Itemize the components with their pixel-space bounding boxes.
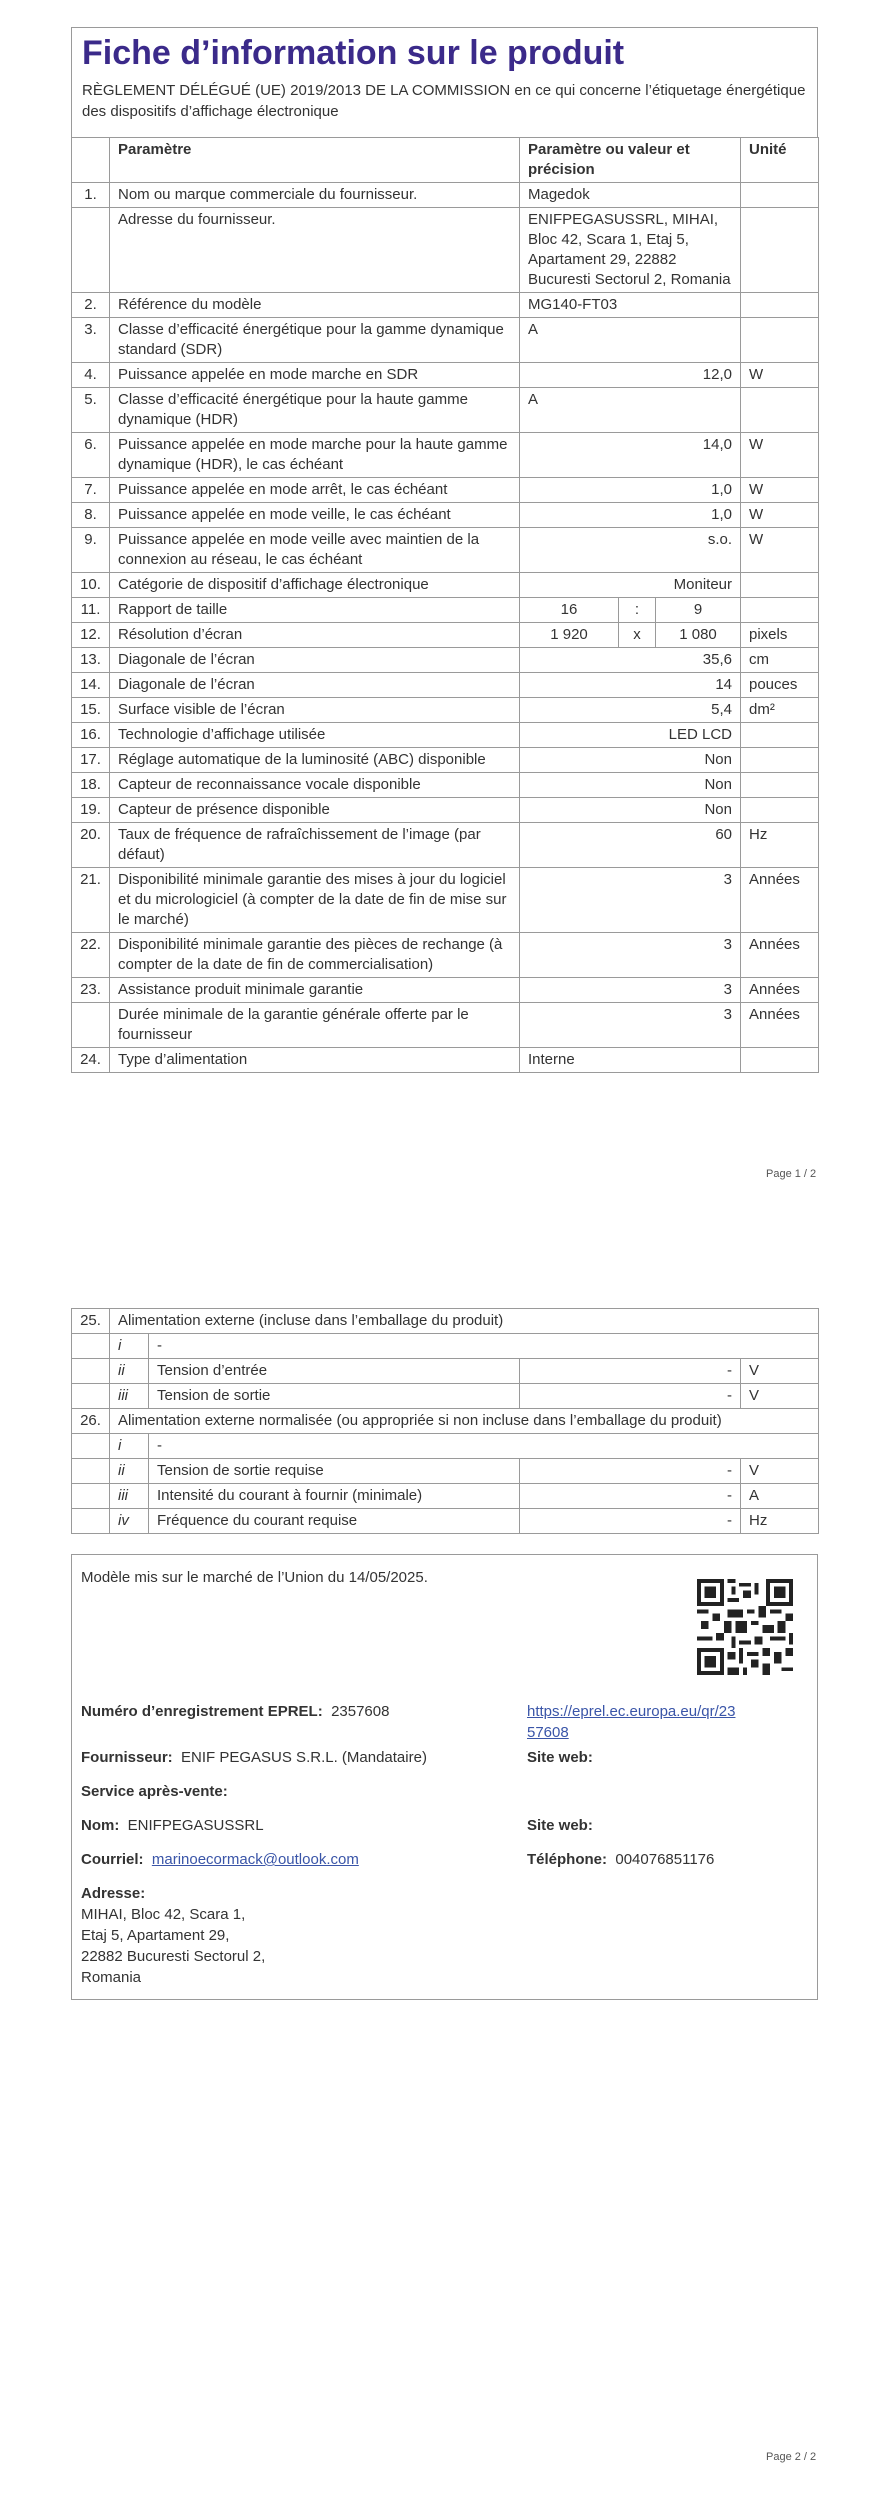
- row-param: Type d’alimentation: [110, 1048, 520, 1073]
- table-row: [72, 623, 819, 648]
- sub-index: ii: [110, 1359, 149, 1384]
- row-value-right: 9: [693, 601, 703, 618]
- row-param: Capteur de présence disponible: [110, 798, 520, 823]
- name-row: [81, 1815, 264, 1836]
- sub-param: Tension de sortie: [149, 1384, 520, 1409]
- row-index: 1.: [72, 183, 110, 208]
- row-unit: [741, 1048, 819, 1073]
- row-unit: [741, 183, 819, 208]
- row-value: Non: [520, 748, 741, 773]
- row-unit: W: [741, 433, 819, 478]
- row-value: 14: [520, 673, 741, 698]
- address-block: [81, 1904, 265, 1988]
- row-unit: [741, 748, 819, 773]
- supplier-info-box: [71, 1554, 818, 2000]
- row-unit: pouces: [741, 673, 819, 698]
- section-row: [72, 1409, 819, 1434]
- eprel-link-line1[interactable]: https://eprel.ec.europa.eu/qr/23: [527, 1703, 736, 1720]
- row-index: 3.: [72, 318, 110, 363]
- table-row: [72, 1048, 819, 1073]
- row-param: Assistance produit minimale garantie: [110, 978, 520, 1003]
- sub-unit: A: [741, 1484, 819, 1509]
- header-unit: Unité: [741, 138, 819, 183]
- row-param: Disponibilité minimale garantie des pièces de rechange (à compter de la date de fin de commercialisation): [110, 933, 520, 978]
- row-value: [520, 598, 741, 623]
- sub-index: i: [110, 1334, 149, 1359]
- phone-value: 004076851176: [615, 1851, 715, 1868]
- table-row: [72, 598, 819, 623]
- row-value: Magedok: [520, 183, 741, 208]
- phone-label: Téléphone:: [527, 1851, 608, 1868]
- row-param: Disponibilité minimale garantie des mises à jour du logiciel et du micrologiciel (à compter de la date de fin de mise sur le marché): [110, 868, 520, 933]
- eprel-value: 2357608: [331, 1703, 390, 1720]
- row-unit: [741, 773, 819, 798]
- eprel-row: [81, 1701, 389, 1722]
- row-value: MG140-FT03: [520, 293, 741, 318]
- table-row: [72, 823, 819, 868]
- sub-row: [72, 1484, 819, 1509]
- table-header-row: [72, 138, 819, 183]
- row-index: 2.: [72, 293, 110, 318]
- row-value: 12,0: [520, 363, 741, 388]
- row-param: Nom ou marque commerciale du fournisseur.: [110, 183, 520, 208]
- row-param: Taux de fréquence de rafraîchissement de l’image (par défaut): [110, 823, 520, 868]
- sub-param: Fréquence du courant requise: [149, 1509, 520, 1534]
- sub-blank: [72, 1484, 110, 1509]
- row-index: 12.: [72, 623, 110, 648]
- table-row: [72, 388, 819, 433]
- sub-blank: [72, 1334, 110, 1359]
- row-index: 8.: [72, 503, 110, 528]
- row-value: 1,0: [520, 478, 741, 503]
- row-index: 11.: [72, 598, 110, 623]
- row-unit: [741, 293, 819, 318]
- row-unit: [741, 598, 819, 623]
- row-index: 5.: [72, 388, 110, 433]
- row-param: Résolution d’écran: [110, 623, 520, 648]
- sub-value: -: [520, 1459, 741, 1484]
- table-row: [72, 208, 819, 293]
- sub-index: iii: [110, 1384, 149, 1409]
- row-index: 21.: [72, 868, 110, 933]
- sub-blank: [72, 1459, 110, 1484]
- row-param: Adresse du fournisseur.: [110, 208, 520, 293]
- row-param: Durée minimale de la garantie générale offerte par le fournisseur: [110, 1003, 520, 1048]
- row-param: Rapport de taille: [110, 598, 520, 623]
- row-param: Puissance appelée en mode marche pour la haute gamme dynamique (HDR), le cas échéant: [110, 433, 520, 478]
- row-unit: W: [741, 503, 819, 528]
- mail-label: Courriel:: [81, 1851, 144, 1868]
- row-value-separator: x: [619, 623, 656, 647]
- eprel-link-line2[interactable]: 57608: [527, 1724, 569, 1741]
- sub-row: [72, 1384, 819, 1409]
- row-value: ENIFPEGASUSSRL, MIHAI, Bloc 42, Scara 1, Etaj 5, Apartament 29, 22882 Bucuresti Sectorul 2, Romania: [520, 208, 741, 293]
- row-param: Réglage automatique de la luminosité (ABC) disponible: [110, 748, 520, 773]
- row-index: 6.: [72, 433, 110, 478]
- row-index: 4.: [72, 363, 110, 388]
- row-param: Puissance appelée en mode arrêt, le cas échéant: [110, 478, 520, 503]
- row-index: 10.: [72, 573, 110, 598]
- sub-row: [72, 1509, 819, 1534]
- row-value: Non: [520, 798, 741, 823]
- row-value: 1,0: [520, 503, 741, 528]
- header-value: Paramètre ou valeur et précision: [520, 138, 741, 183]
- row-unit: W: [741, 528, 819, 573]
- table-row: [72, 478, 819, 503]
- row-param: Classe d’efficacité énergétique pour la gamme dynamique standard (SDR): [110, 318, 520, 363]
- header-param: Paramètre: [110, 138, 520, 183]
- mail-link[interactable]: marinoecormack@outlook.com: [151, 1851, 359, 1868]
- table-row: [72, 1003, 819, 1048]
- row-unit: [741, 573, 819, 598]
- row-param: Diagonale de l’écran: [110, 648, 520, 673]
- row-index: 15.: [72, 698, 110, 723]
- row-param: Puissance appelée en mode veille avec maintien de la connexion au réseau, le cas échéant: [110, 528, 520, 573]
- sub-row: [72, 1334, 819, 1359]
- row-value: Moniteur: [520, 573, 741, 598]
- row-unit: cm: [741, 648, 819, 673]
- page-title: Fiche d’information sur le produit: [82, 34, 625, 72]
- sub-row: [72, 1434, 819, 1459]
- row-param: Puissance appelée en mode marche en SDR: [110, 363, 520, 388]
- row-unit: Années: [741, 978, 819, 1003]
- table-row: [72, 318, 819, 363]
- row-value-right: 1 080: [679, 626, 717, 643]
- row-unit: Années: [741, 933, 819, 978]
- row-value-left: 16: [520, 598, 619, 622]
- section-row: [72, 1309, 819, 1334]
- row-index: 7.: [72, 478, 110, 503]
- row-value: 3: [520, 933, 741, 978]
- row-index: 20.: [72, 823, 110, 868]
- row-unit: dm²: [741, 698, 819, 723]
- row-index: 13.: [72, 648, 110, 673]
- row-unit: [741, 318, 819, 363]
- row-unit: W: [741, 478, 819, 503]
- sub-value: -: [520, 1484, 741, 1509]
- row-param: Classe d’efficacité énergétique pour la haute gamme dynamique (HDR): [110, 388, 520, 433]
- sub-param: Tension de sortie requise: [149, 1459, 520, 1484]
- row-index: 9.: [72, 528, 110, 573]
- row-value-separator: :: [619, 598, 656, 622]
- sub-blank: [72, 1384, 110, 1409]
- eprel-label: Numéro d’enregistrement EPREL:: [81, 1703, 323, 1720]
- sub-row: [72, 1459, 819, 1484]
- sub-unit: V: [741, 1359, 819, 1384]
- row-value: 35,6: [520, 648, 741, 673]
- table-row: [72, 723, 819, 748]
- row-value: LED LCD: [520, 723, 741, 748]
- sub-param: -: [149, 1334, 819, 1359]
- sub-index: i: [110, 1434, 149, 1459]
- row-value: 60: [520, 823, 741, 868]
- sub-unit: Hz: [741, 1509, 819, 1534]
- row-value: 3: [520, 868, 741, 933]
- external-power-table: [71, 1308, 819, 1534]
- phone-row: [527, 1849, 714, 1870]
- name-value: ENIFPEGASUSSRL: [127, 1817, 264, 1834]
- table-row: [72, 748, 819, 773]
- page-number-1: Page 1 / 2: [766, 1168, 817, 1180]
- supplier-value: ENIF PEGASUS S.R.L. (Mandataire): [181, 1749, 427, 1766]
- sub-value: -: [520, 1509, 741, 1534]
- sub-unit: V: [741, 1384, 819, 1409]
- table-row: [72, 773, 819, 798]
- header-box: [71, 27, 818, 138]
- address-label: Adresse:: [81, 1885, 146, 1902]
- service-label: Service après-vente:: [81, 1783, 228, 1800]
- address-line: Romania: [81, 1969, 142, 1986]
- sub-blank: [72, 1434, 110, 1459]
- row-unit: [741, 723, 819, 748]
- row-value: A: [520, 388, 741, 433]
- table-row: [72, 868, 819, 933]
- section-title: Alimentation externe (incluse dans l’emballage du produit): [110, 1309, 819, 1334]
- table-row: [72, 183, 819, 208]
- row-unit: Années: [741, 1003, 819, 1048]
- sub-index: ii: [110, 1459, 149, 1484]
- table-row: [72, 433, 819, 478]
- row-param: Catégorie de dispositif d’affichage électronique: [110, 573, 520, 598]
- sub-value: -: [520, 1359, 741, 1384]
- row-value: Non: [520, 773, 741, 798]
- qr-code-icon[interactable]: [697, 1579, 793, 1675]
- row-value: 5,4: [520, 698, 741, 723]
- row-value-left: 1 920: [520, 623, 619, 647]
- table-row: [72, 528, 819, 573]
- table-row: [72, 293, 819, 318]
- row-param: Puissance appelée en mode veille, le cas échéant: [110, 503, 520, 528]
- row-index: 14.: [72, 673, 110, 698]
- sub-unit: V: [741, 1459, 819, 1484]
- sub-param: -: [149, 1434, 819, 1459]
- row-value: [520, 623, 741, 648]
- table-row: [72, 673, 819, 698]
- section-index: 25.: [72, 1309, 110, 1334]
- row-param: Capteur de reconnaissance vocale disponible: [110, 773, 520, 798]
- table-row: [72, 933, 819, 978]
- row-value: 14,0: [520, 433, 741, 478]
- table-row: [72, 648, 819, 673]
- market-date-text: Modèle mis sur le marché de l’Union du 14/05/2025.: [81, 1569, 428, 1586]
- sub-row: [72, 1359, 819, 1384]
- sub-index: iv: [110, 1509, 149, 1534]
- product-info-table: [71, 137, 819, 1073]
- row-unit: [741, 388, 819, 433]
- row-param: Technologie d’affichage utilisée: [110, 723, 520, 748]
- row-index: 16.: [72, 723, 110, 748]
- row-param: Surface visible de l’écran: [110, 698, 520, 723]
- row-index: 18.: [72, 773, 110, 798]
- table-row: [72, 363, 819, 388]
- row-index: 24.: [72, 1048, 110, 1073]
- sub-param: Intensité du courant à fournir (minimale): [149, 1484, 520, 1509]
- page-number-2: Page 2 / 2: [766, 2451, 817, 2463]
- header-index: [72, 138, 110, 183]
- address-line: MIHAI, Bloc 42, Scara 1,: [81, 1906, 246, 1923]
- address-line: 22882 Bucuresti Sectorul 2,: [81, 1948, 266, 1965]
- sub-param: Tension d’entrée: [149, 1359, 520, 1384]
- section-index: 26.: [72, 1409, 110, 1434]
- eprel-link[interactable]: [527, 1701, 735, 1743]
- sub-blank: [72, 1509, 110, 1534]
- row-unit: [741, 208, 819, 293]
- table-row: [72, 798, 819, 823]
- row-value: 3: [520, 978, 741, 1003]
- mail-row: [81, 1849, 359, 1870]
- site-web-label-2: Site web:: [527, 1817, 593, 1834]
- site-web-label: Site web:: [527, 1749, 593, 1766]
- section-title: Alimentation externe normalisée (ou appropriée si non incluse dans l’emballage du produit): [110, 1409, 819, 1434]
- row-value: A: [520, 318, 741, 363]
- sub-index: iii: [110, 1484, 149, 1509]
- row-index: 17.: [72, 748, 110, 773]
- table-row: [72, 573, 819, 598]
- row-unit: W: [741, 363, 819, 388]
- row-index: [72, 208, 110, 293]
- row-param: Diagonale de l’écran: [110, 673, 520, 698]
- table-row: [72, 698, 819, 723]
- row-value: s.o.: [520, 528, 741, 573]
- row-unit: pixels: [741, 623, 819, 648]
- table-row: [72, 978, 819, 1003]
- sub-value: -: [520, 1384, 741, 1409]
- address-line: Etaj 5, Apartament 29,: [81, 1927, 230, 1944]
- name-label: Nom:: [81, 1817, 120, 1834]
- row-index: 22.: [72, 933, 110, 978]
- supplier-label: Fournisseur:: [81, 1749, 173, 1766]
- row-unit: Hz: [741, 823, 819, 868]
- sub-blank: [72, 1359, 110, 1384]
- row-value: Interne: [520, 1048, 741, 1073]
- page-subtitle: RÈGLEMENT DÉLÉGUÉ (UE) 2019/2013 DE LA COMMISSION en ce qui concerne l’étiquetage énergétique des dispositifs d’affichage électronique: [82, 82, 806, 120]
- row-unit: Années: [741, 868, 819, 933]
- row-unit: [741, 798, 819, 823]
- row-index: 19.: [72, 798, 110, 823]
- supplier-row: [81, 1747, 427, 1768]
- row-value: 3: [520, 1003, 741, 1048]
- row-index: [72, 1003, 110, 1048]
- row-index: 23.: [72, 978, 110, 1003]
- row-param: Référence du modèle: [110, 293, 520, 318]
- table-row: [72, 503, 819, 528]
